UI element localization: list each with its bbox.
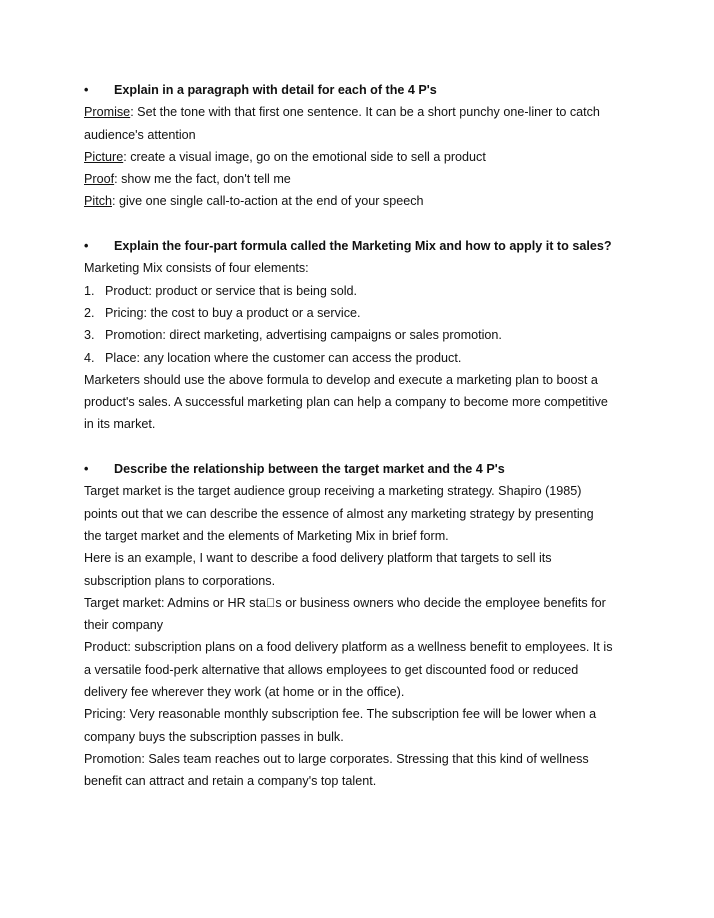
paragraph-line: Target market: Admins or HR sta s or business owners who decide the employee benefits for bbox=[84, 595, 606, 610]
bullet-icon: • bbox=[84, 462, 89, 477]
paragraph-line: in its market. bbox=[84, 417, 156, 432]
heading-text: Explain in a paragraph with detail for each of the 4 P's bbox=[114, 83, 437, 97]
heading-text: Explain the four-part formula called the Marketing Mix and how to apply it to sales? bbox=[114, 239, 612, 254]
term-description: : show me the fact, don't tell me bbox=[114, 172, 291, 187]
paragraph-line: Marketers should use the above formula to develop and execute a marketing plan to boost a bbox=[84, 372, 598, 387]
list-item-text: Place: any location where the customer can access the product. bbox=[105, 350, 462, 365]
bullet-icon: • bbox=[84, 83, 89, 97]
term-description: audience's attention bbox=[84, 127, 196, 142]
term-description: : Set the tone with that first one sentence. It can be a short punchy one-liner to catch bbox=[130, 105, 600, 120]
numbered-list-item bbox=[84, 347, 654, 369]
paragraph-line: benefit can attract and retain a company's top talent. bbox=[84, 774, 377, 789]
term-pitch: Pitch bbox=[84, 194, 112, 209]
section-heading-target-market bbox=[84, 458, 654, 480]
paragraph-line: their company bbox=[84, 618, 164, 633]
numbered-list-item bbox=[84, 280, 654, 302]
list-number: 3. bbox=[84, 328, 95, 343]
paragraph-line bbox=[84, 101, 654, 123]
term-picture: Picture bbox=[84, 149, 124, 164]
list-number: 1. bbox=[84, 283, 95, 298]
section-spacer bbox=[84, 213, 654, 235]
paragraph-line bbox=[84, 168, 654, 190]
list-item-text: Promotion: direct marketing, advertising campaigns or sales promotion. bbox=[105, 328, 502, 343]
bullet-icon: • bbox=[84, 239, 89, 254]
paragraph-line bbox=[84, 124, 654, 146]
paragraph-line: product's sales. A successful marketing plan can help a company to become more competitive bbox=[84, 395, 608, 410]
paragraph-line: Pricing: Very reasonable monthly subscription fee. The subscription fee will be lower when a bbox=[84, 707, 597, 722]
paragraph-line: the target market and the elements of Marketing Mix in brief form. bbox=[84, 528, 449, 543]
section-spacer bbox=[84, 436, 654, 458]
list-number: 4. bbox=[84, 350, 95, 365]
numbered-list-item bbox=[84, 302, 654, 324]
paragraph-line bbox=[84, 146, 654, 168]
paragraph-line: Marketing Mix consists of four elements: bbox=[84, 261, 309, 276]
paragraph-line bbox=[84, 190, 654, 212]
paragraph-line: Promotion: Sales team reaches out to large corporates. Stressing that this kind of wellness bbox=[84, 751, 589, 766]
paragraph-line: a versatile food-perk alternative that allows employees to get discounted food or reduced bbox=[84, 662, 579, 677]
term-description: : create a visual image, go on the emotional side to sell a product bbox=[123, 149, 486, 164]
paragraph-line: company buys the subscription passes in bulk. bbox=[84, 729, 344, 744]
list-number: 2. bbox=[84, 305, 95, 320]
section-heading-marketing-mix bbox=[84, 235, 654, 257]
term-proof: Proof bbox=[84, 172, 115, 187]
heading-text: Describe the relationship between the target market and the 4 P's bbox=[114, 462, 505, 477]
section-heading-4ps bbox=[84, 79, 654, 101]
numbered-list-item bbox=[84, 324, 654, 346]
paragraph-line: delivery fee wherever they work (at home or in the office). bbox=[84, 685, 405, 700]
paragraph-line: points out that we can describe the essence of almost any marketing strategy by presenting bbox=[84, 506, 594, 521]
list-item-text: Pricing: the cost to buy a product or a service. bbox=[105, 305, 361, 320]
paragraph-line: Here is an example, I want to describe a food delivery platform that targets to sell its bbox=[84, 551, 552, 566]
paragraph-line: Product: subscription plans on a food delivery platform as a wellness benefit to employees. It is bbox=[84, 640, 613, 655]
term-promise: Promise bbox=[84, 105, 131, 120]
paragraph-line: Target market is the target audience group receiving a marketing strategy. Shapiro (1985) bbox=[84, 484, 582, 499]
paragraph-line: subscription plans to corporations. bbox=[84, 573, 276, 588]
term-description: : give one single call-to-action at the end of your speech bbox=[112, 194, 424, 209]
list-item-text: Product: product or service that is being sold. bbox=[105, 283, 358, 298]
